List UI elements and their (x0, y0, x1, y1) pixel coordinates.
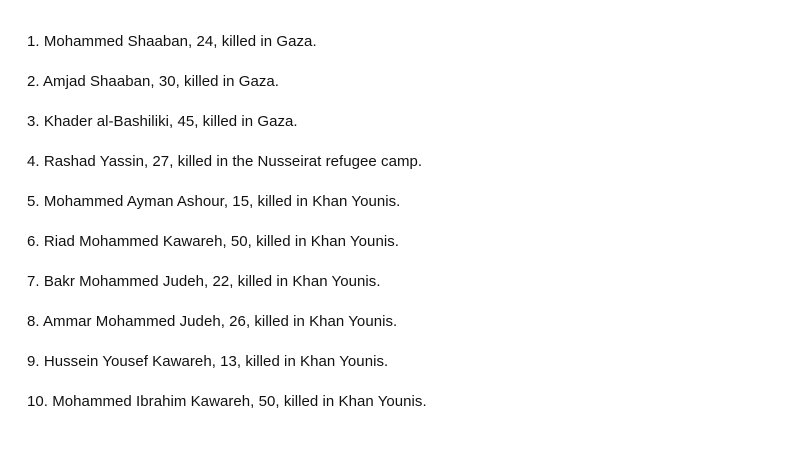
list-item: 1. Mohammed Shaaban, 24, killed in Gaza. (27, 33, 317, 50)
list-item: 9. Hussein Yousef Kawareh, 13, killed in Khan Younis. (27, 353, 389, 370)
list-item: 4. Rashad Yassin, 27, killed in the Nusseirat refugee camp. (27, 153, 423, 170)
list-item: 2. Amjad Shaaban, 30, killed in Gaza. (27, 73, 280, 90)
list-item: 10. Mohammed Ibrahim Kawareh, 50, killed in Khan Younis. (27, 393, 427, 410)
list-item: 5. Mohammed Ayman Ashour, 15, killed in Khan Younis. (27, 193, 401, 210)
list-item: 6. Riad Mohammed Kawareh, 50, killed in Khan Younis. (27, 233, 399, 250)
list-item: 7. Bakr Mohammed Judeh, 22, killed in Khan Younis. (27, 273, 381, 290)
list-item: 8. Ammar Mohammed Judeh, 26, killed in Khan Younis. (27, 313, 398, 330)
list-item: 3. Khader al-Bashiliki, 45, killed in Gaza. (27, 113, 298, 130)
